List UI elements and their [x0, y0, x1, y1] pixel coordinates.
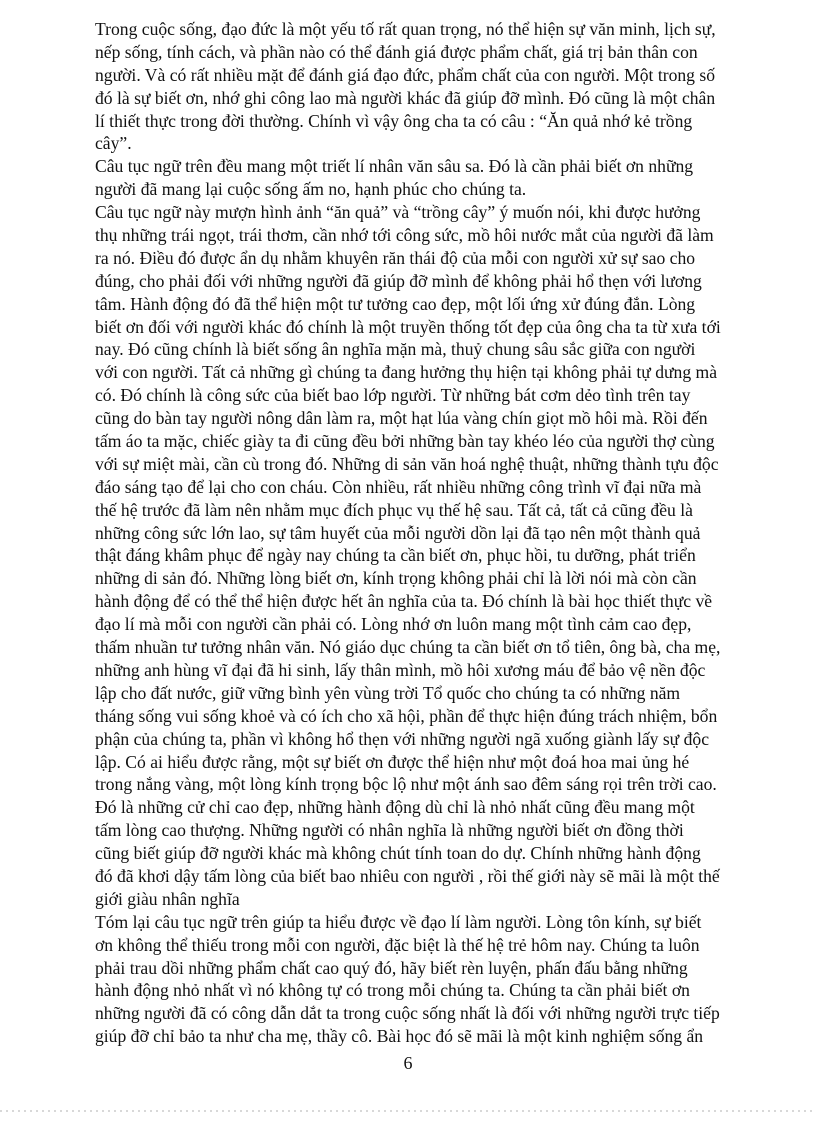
text-line: Câu tục ngữ này mượn hình ảnh “ăn quả” và “trồng cây” ý muốn nói, khi được hưởng [95, 202, 701, 223]
text-line: phận của chúng ta, phần vì không hổ thẹn với những người ngã xuống giành lấy sự độc [95, 728, 710, 749]
text-line: lập. Có ai hiểu được rằng, một sự biết ơn được thể hiện như một đoá hoa mai ủng hé [95, 751, 690, 772]
page-bottom-border [0, 1110, 816, 1112]
text-line: người. Và có rất nhiều mặt để đánh giá đạo đức, phẩm chất của con người. Một trong số [95, 64, 715, 85]
text-line: người đã mang lại cuộc sống ấm no, hạnh phúc cho chúng ta. [95, 179, 527, 200]
text-line: cây”. [95, 133, 132, 154]
text-line: đúng, cho phải đối với những người đã giúp đỡ mình để không phải hổ thẹn với lương [95, 270, 702, 291]
text-line: cũng biết giúp đỡ người khác mà không chút tính toan do dự. Chính những hành động [95, 843, 701, 864]
text-line: hành động để có thể thể hiện được hết ân nghĩa của ta. Đó chính là bài học thiết thực về [95, 591, 713, 612]
text-line: giúp đỡ chỉ bảo ta như cha mẹ, thầy cô. Bài học đó sẽ mãi là một kinh nghiệm sống ẩn [95, 1026, 704, 1047]
text-line: nay. Đó cũng chính là biết sống ân nghĩa mặn mà, thuỷ chung sâu sắc giữa con người [95, 339, 696, 360]
text-line: Đó là những cử chỉ cao đẹp, những hành động dù chỉ là nhỏ nhất cũng đều mang một [95, 797, 695, 818]
text-line: đạo lí mà mỗi con người cần phải có. Lòng nhớ ơn luôn mang một tình cảm cao đẹp, [95, 614, 692, 635]
text-line: thế hệ trước đã làm nên nhằm mục đích phục vụ thế hệ sau. Tất cả, tất cả cũng đều là [95, 499, 693, 520]
text-line: cũng do bàn tay người nông dân làm ra, một hạt lúa vàng chín giọt mồ hôi mà. Rồi đến [95, 408, 708, 429]
text-line: đáo sáng tạo để lại cho con cháu. Còn nhiều, rất nhiều những công trình vĩ đại nữa mà [95, 476, 702, 497]
text-line: có. Đó chính là công sức của biết bao lớp người. Từ những bát cơm dẻo tình trên tay [95, 385, 691, 406]
text-line: thụ những trái ngọt, trái thơm, cần nhớ tới công sức, mồ hôi nước mắt của người đã làm [95, 225, 714, 246]
text-line: ra nó. Điều đó được ẩn dụ nhằm khuyên răn thái độ của mỗi con người xử sự sao cho [95, 247, 696, 268]
text-line: tháng sống vui sống khoẻ và có ích cho xã hội, phần để thực hiện đúng trách nhiệm, bổn [95, 705, 718, 726]
text-line: thấm nhuần tư tưởng nhân văn. Nó giáo dục chúng ta cần biết ơn tổ tiên, ông bà, cha mẹ, [95, 637, 721, 658]
text-line: nếp sống, tính cách, và phần nào có thể đánh giá được phẩm chất, giá trị bản thân con [95, 41, 698, 62]
text-line: tâm. Hành động đó đã thể hiện một tư tưởng cao đẹp, một lối ứng xử đúng đắn. Lòng [95, 293, 696, 314]
text-line: biết ơn đối với người khác đó chính là một truyền thống tốt đẹp của ông cha ta từ xưa tới [95, 316, 721, 337]
text-line: tấm áo ta mặc, chiếc giày ta đi cũng đều bởi những bàn tay khéo léo của người thợ cùng [95, 431, 715, 452]
text-line: Trong cuộc sống, đạo đức là một yếu tố rất quan trọng, nó thể hiện sự văn minh, lịch sự, [95, 19, 716, 39]
text-line: với con người. Tất cả những gì chúng ta đang hưởng thụ hiện tại không phải tự dưng mà [95, 362, 718, 383]
text-line: ơn không thể thiếu trong mỗi con người, đặc biệt là thế hệ trẻ hôm nay. Chúng ta luôn [95, 934, 700, 955]
text-line: những người đã có công dẫn dắt ta trong cuộc sống nhất là đối với những người trực tiếp [95, 1003, 720, 1024]
body-text [95, 18, 767, 1048]
text-line: đó đã khơi dậy tấm lòng của biết bao nhiêu con người , rồi thế giới này sẽ mãi là một thế [95, 865, 720, 886]
text-line: với sự miệt mài, cần cù trong đó. Những di sản văn hoá nghệ thuật, những thành tựu độc [95, 453, 719, 474]
text-line: trong nắng vàng, một lòng kính trọng bộc lộ như một ánh sao đêm sáng rọi trên trời cao. [95, 774, 717, 795]
text-line: hành động nhỏ nhất vì nó không tự có trong mỗi chúng ta. Chúng ta cần phải biết ơn [95, 980, 690, 1001]
text-line: giới giàu nhân nghĩa [95, 888, 240, 909]
text-line: những anh hùng vĩ đại đã hi sinh, lấy thân mình, mồ hôi xương máu để bảo vệ nền độc [95, 659, 706, 680]
text-line: đó là sự biết ơn, nhớ ghi công lao mà người khác đã giúp đỡ mình. Đó cũng là một chân [95, 87, 716, 108]
text-line: lí thiết thực trong đời thường. Chính vì vậy ông cha ta có câu : “Ăn quả nhớ kẻ trồng [95, 110, 693, 131]
text-line: Câu tục ngữ trên đều mang một triết lí nhân văn sâu sa. Đó là cần phải biết ơn những [95, 156, 694, 177]
text-line: tấm lòng cao thượng. Những người có nhân nghĩa là những người biết ơn đồng thời [95, 820, 684, 841]
text-line: phải trau dồi những phẩm chất cao quý đó, hãy biết rèn luyện, phấn đấu bằng những [95, 957, 688, 978]
text-line: những công sức lớn lao, sự tâm huyết của mỗi người dồn lại đã tạo nên một thành quả [95, 522, 701, 543]
text-line: những di sản đó. Những lòng biết ơn, kính trọng không phải chỉ là lời nói mà còn cần [95, 568, 697, 589]
page-number: 6 [403, 1053, 413, 1073]
text-line: lập cho đất nước, giữ vững bình yên vùng trời Tổ quốc cho chúng ta có những năm [95, 682, 681, 703]
text-line: Tóm lại câu tục ngữ trên giúp ta hiểu được về đạo lí làm người. Lòng tôn kính, sự biết [95, 911, 702, 932]
text-line: thật đáng khâm phục để ngày nay chúng ta cần biết ơn, phục hồi, tu dưỡng, phát triển [95, 545, 696, 566]
